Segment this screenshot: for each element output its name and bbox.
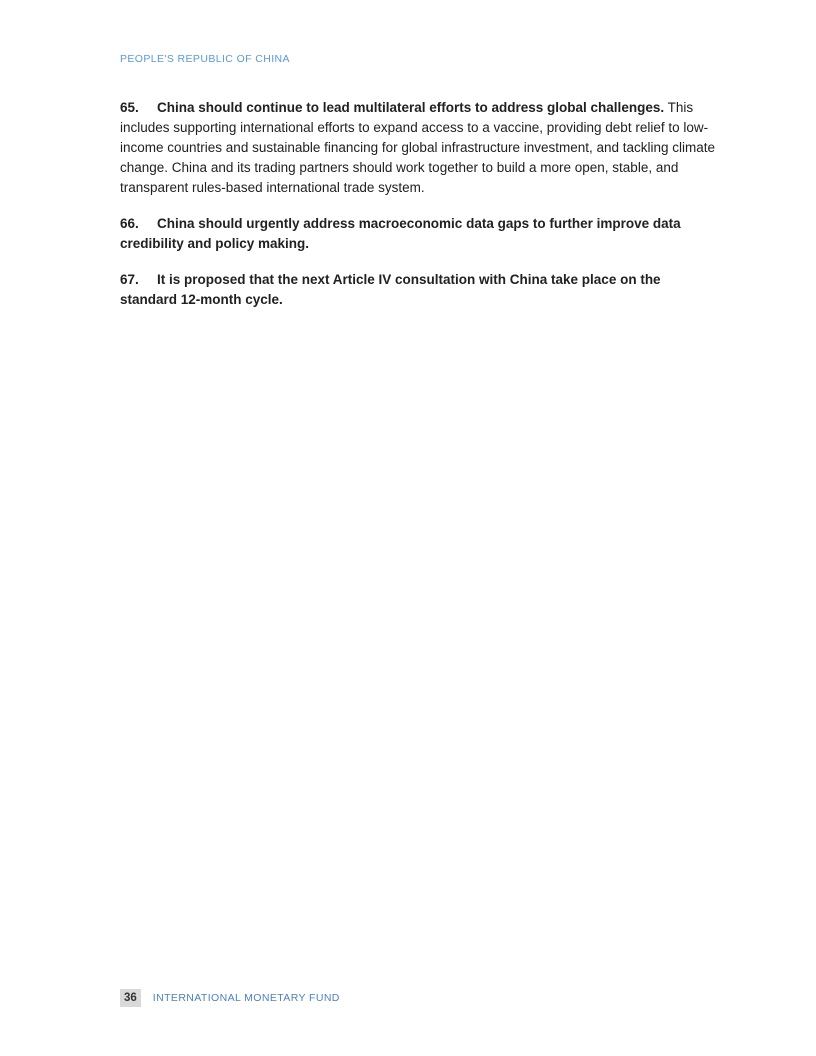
paragraph-bold-lead: China should urgently address macroeconomic data gaps to further improve data credibility and policy making.: [120, 216, 681, 251]
running-header: PEOPLE'S REPUBLIC OF CHINA: [120, 53, 290, 65]
page-footer: [120, 989, 340, 1007]
paragraph-65: [120, 98, 720, 198]
paragraph-bold-lead: China should continue to lead multilateral efforts to address global challenges.: [157, 100, 665, 115]
paragraph-66: [120, 214, 720, 254]
paragraph-number: 65.: [120, 100, 139, 115]
paragraph-bold-lead: It is proposed that the next Article IV consultation with China take place on the standard 12-month cycle.: [120, 272, 661, 307]
document-body: [120, 98, 720, 326]
footer-organization: INTERNATIONAL MONETARY FUND: [152, 992, 340, 1004]
paragraph-body-text: This includes supporting international efforts to expand access to a vaccine, providing debt relief to low-income countries and sustainable financing for global infrastructure investment, and tackling climate change. China and its trading partners should work together to build a more open, stable, and transparent rules-based international trade system.: [120, 100, 716, 195]
page-number: 36: [120, 989, 141, 1007]
paragraph-number: 67.: [120, 272, 139, 287]
paragraph-number: 66.: [120, 216, 139, 231]
paragraph-67: [120, 270, 720, 310]
